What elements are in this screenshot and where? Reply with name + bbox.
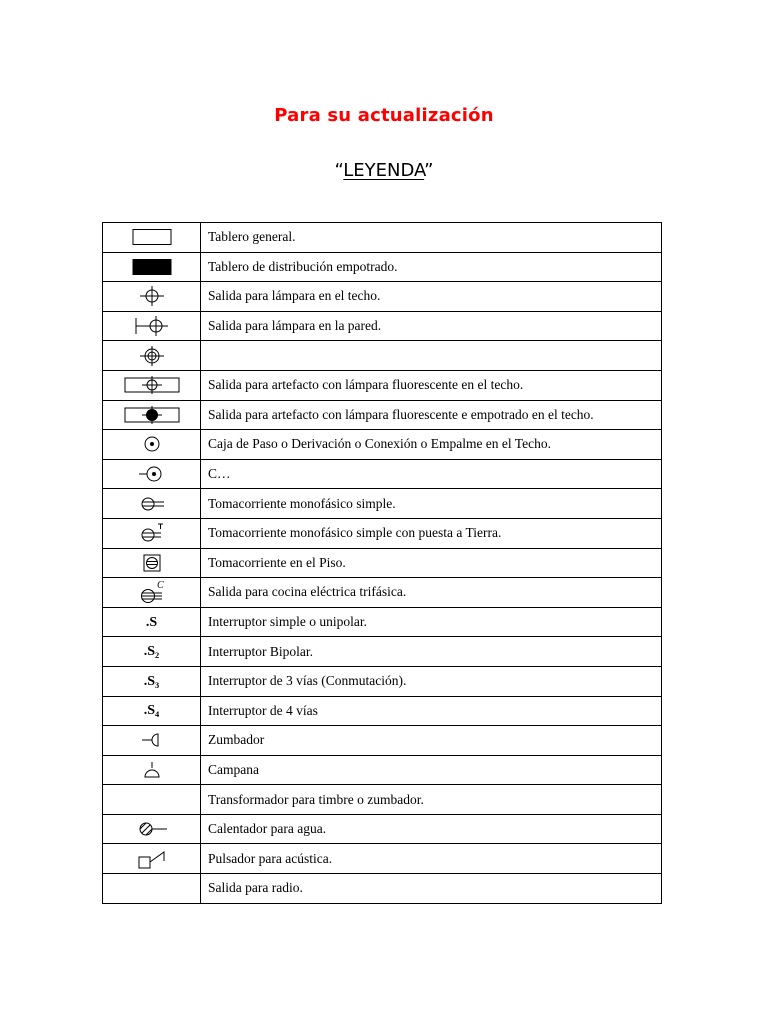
- description-cell: [201, 341, 662, 371]
- table-row: [103, 637, 662, 667]
- table-row: [103, 666, 662, 696]
- description-cell: Salida para lámpara en la pared.: [201, 311, 662, 341]
- buzzer-icon: [140, 731, 164, 749]
- symbol-cell: [103, 400, 201, 430]
- symbol-cell: [103, 696, 201, 726]
- stove-outlet-icon: [137, 579, 167, 605]
- rectangle-filled-icon: [132, 258, 172, 276]
- table-row: [103, 459, 662, 489]
- table-row: [103, 370, 662, 400]
- symbol-cell: [103, 252, 201, 282]
- description-cell: Tomacorriente monofásico simple.: [201, 489, 662, 519]
- table-row: [103, 252, 662, 282]
- symbol-cell: [103, 459, 201, 489]
- symbol-cell: [103, 666, 201, 696]
- description-cell: Tomacorriente en el Piso.: [201, 548, 662, 578]
- description-cell: Interruptor de 4 vías: [201, 696, 662, 726]
- svg-text:C: C: [156, 580, 164, 592]
- table-row: [103, 578, 662, 608]
- description-cell: Salida para radio.: [201, 874, 662, 904]
- table-row: [103, 430, 662, 460]
- symbol-cell: [103, 489, 201, 519]
- description-cell: Salida para artefacto con lámpara fluorescente e empotrado en el techo.: [201, 400, 662, 430]
- fluorescent-ceiling-icon: [124, 375, 180, 395]
- table-row: [103, 696, 662, 726]
- description-cell: Salida para artefacto con lámpara fluorescente en el techo.: [201, 370, 662, 400]
- description-cell: Zumbador: [201, 726, 662, 756]
- description-cell: Transformador para timbre o zumbador.: [201, 785, 662, 815]
- legend-word: LEYENDA: [343, 160, 425, 181]
- page-title: Para su actualización: [274, 105, 494, 126]
- legend-close-quote: ”: [424, 160, 434, 181]
- table-row: [103, 755, 662, 785]
- double-circle-lamp-icon: [137, 345, 167, 367]
- description-cell: Interruptor de 3 vías (Conmutación).: [201, 666, 662, 696]
- symbol-cell: [103, 874, 201, 904]
- rectangle-outline-icon: [132, 228, 172, 246]
- bell-icon: [142, 760, 162, 780]
- symbol-cell: [103, 223, 201, 253]
- four-way-switch-symbol: .S₄: [143, 703, 160, 719]
- switch-symbol: .S: [145, 614, 158, 630]
- table-row: [103, 341, 662, 371]
- table-row: [103, 844, 662, 874]
- symbol-cell: [103, 282, 201, 312]
- fluorescent-recessed-icon: [124, 405, 180, 425]
- symbol-cell: [103, 548, 201, 578]
- table-row: [103, 785, 662, 815]
- description-cell: Salida para lámpara en el techo.: [201, 282, 662, 312]
- three-way-switch-symbol: .S₃: [143, 673, 160, 689]
- table-row: [103, 518, 662, 548]
- symbol-cell: [103, 370, 201, 400]
- description-cell: Campana: [201, 755, 662, 785]
- description-cell: Pulsador para acústica.: [201, 844, 662, 874]
- symbol-cell: [103, 844, 201, 874]
- description-cell: C…: [201, 459, 662, 489]
- symbol-cell: [103, 637, 201, 667]
- description-cell: Salida para cocina eléctrica trifásica.: [201, 578, 662, 608]
- table-row: [103, 726, 662, 756]
- wall-lamp-icon: [134, 315, 170, 337]
- outlet-icon: [137, 494, 167, 514]
- symbol-cell: [103, 430, 201, 460]
- description-cell: Caja de Paso o Derivación o Conexión o Empalme en el Techo.: [201, 430, 662, 460]
- symbol-cell: [103, 578, 201, 608]
- description-cell: Tomacorriente monofásico simple con puesta a Tierra.: [201, 518, 662, 548]
- description-cell: Calentador para agua.: [201, 814, 662, 844]
- symbol-cell: [103, 755, 201, 785]
- table-row: [103, 607, 662, 637]
- symbol-cell: [103, 341, 201, 371]
- legend-open-quote: “: [334, 160, 344, 181]
- ceiling-lamp-icon: [137, 285, 167, 307]
- symbol-cell: [103, 311, 201, 341]
- table-row: [103, 874, 662, 904]
- legend-table: [102, 222, 662, 904]
- symbol-cell: [103, 814, 201, 844]
- grounded-outlet-icon: [137, 522, 167, 544]
- symbol-cell: [103, 518, 201, 548]
- description-cell: Tablero de distribución empotrado.: [201, 252, 662, 282]
- description-cell: Interruptor simple o unipolar.: [201, 607, 662, 637]
- table-row: [103, 814, 662, 844]
- description-cell: Tablero general.: [201, 223, 662, 253]
- floor-outlet-icon: [142, 553, 162, 573]
- table-row: [103, 489, 662, 519]
- junction-box-icon: [142, 434, 162, 454]
- table-row: [103, 282, 662, 312]
- table-row: [103, 311, 662, 341]
- legend-heading: [0, 160, 768, 181]
- symbol-cell: [103, 607, 201, 637]
- bipolar-switch-symbol: .S₂: [143, 644, 160, 660]
- table-row: [103, 400, 662, 430]
- symbol-cell: [103, 785, 201, 815]
- symbol-cell: [103, 726, 201, 756]
- table-row: [103, 223, 662, 253]
- description-cell: Interruptor Bipolar.: [201, 637, 662, 667]
- wall-junction-box-icon: [137, 464, 167, 484]
- water-heater-icon: [135, 820, 169, 838]
- table-row: [103, 548, 662, 578]
- push-button-icon: [137, 848, 167, 870]
